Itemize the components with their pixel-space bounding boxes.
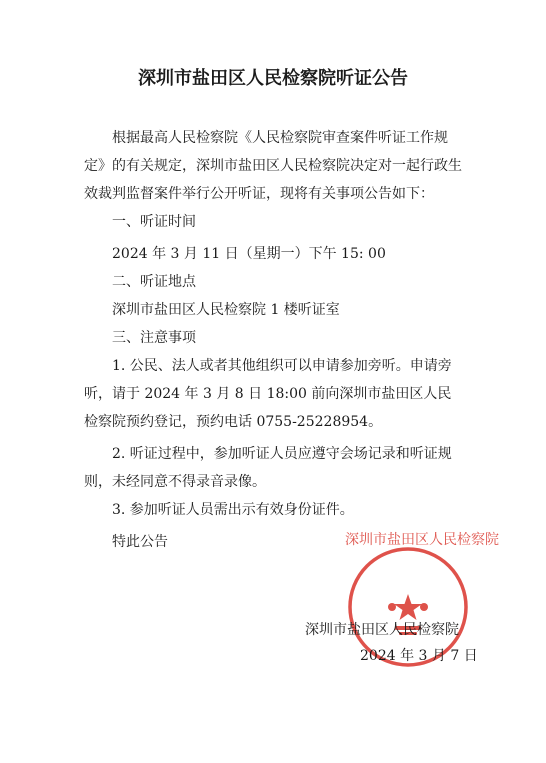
section-1-body: 2024 年 3 月 11 日（星期一）下午 15: 00	[112, 246, 386, 262]
closing-text: 特此公告	[112, 534, 168, 550]
section-3-heading: 三、注意事项	[112, 330, 196, 346]
notice-item-3: 3. 参加听证人员需出示有效身份证件。	[112, 502, 354, 518]
signature-organization: 深圳市盐田区人民检察院	[305, 622, 459, 638]
section-2-heading: 二、听证地点	[112, 274, 196, 290]
document-title: 深圳市盐田区人民检察院听证公告	[138, 68, 408, 89]
section-2-body: 深圳市盐田区人民检察院 1 楼听证室	[112, 302, 340, 318]
intro-paragraph: 根据最高人民检察院《人民检察院审查案件听证工作规定》的有关规定，深圳市盐田区人民检察院决定对一起行政生效裁判监督案件举行公开听证，现将有关事项公告如下：	[84, 130, 462, 202]
signature-date: 2024 年 3 月 7 日	[360, 648, 478, 664]
notice-item-2: 2. 听证过程中，参加听证人员应遵守会场记录和听证规则，未经同意不得录音录像。	[84, 446, 452, 490]
seal-text: 深圳市盐田区人民检察院	[345, 532, 499, 548]
section-1-heading: 一、听证时间	[112, 214, 196, 230]
notice-item-1: 1. 公民、法人或者其他组织可以申请参加旁听。申请旁听，请于 2024 年 3 月 8 日 18:00 前向深圳市盐田区人民检察院预约登记，预约电话 0755-25228954。	[84, 358, 452, 430]
